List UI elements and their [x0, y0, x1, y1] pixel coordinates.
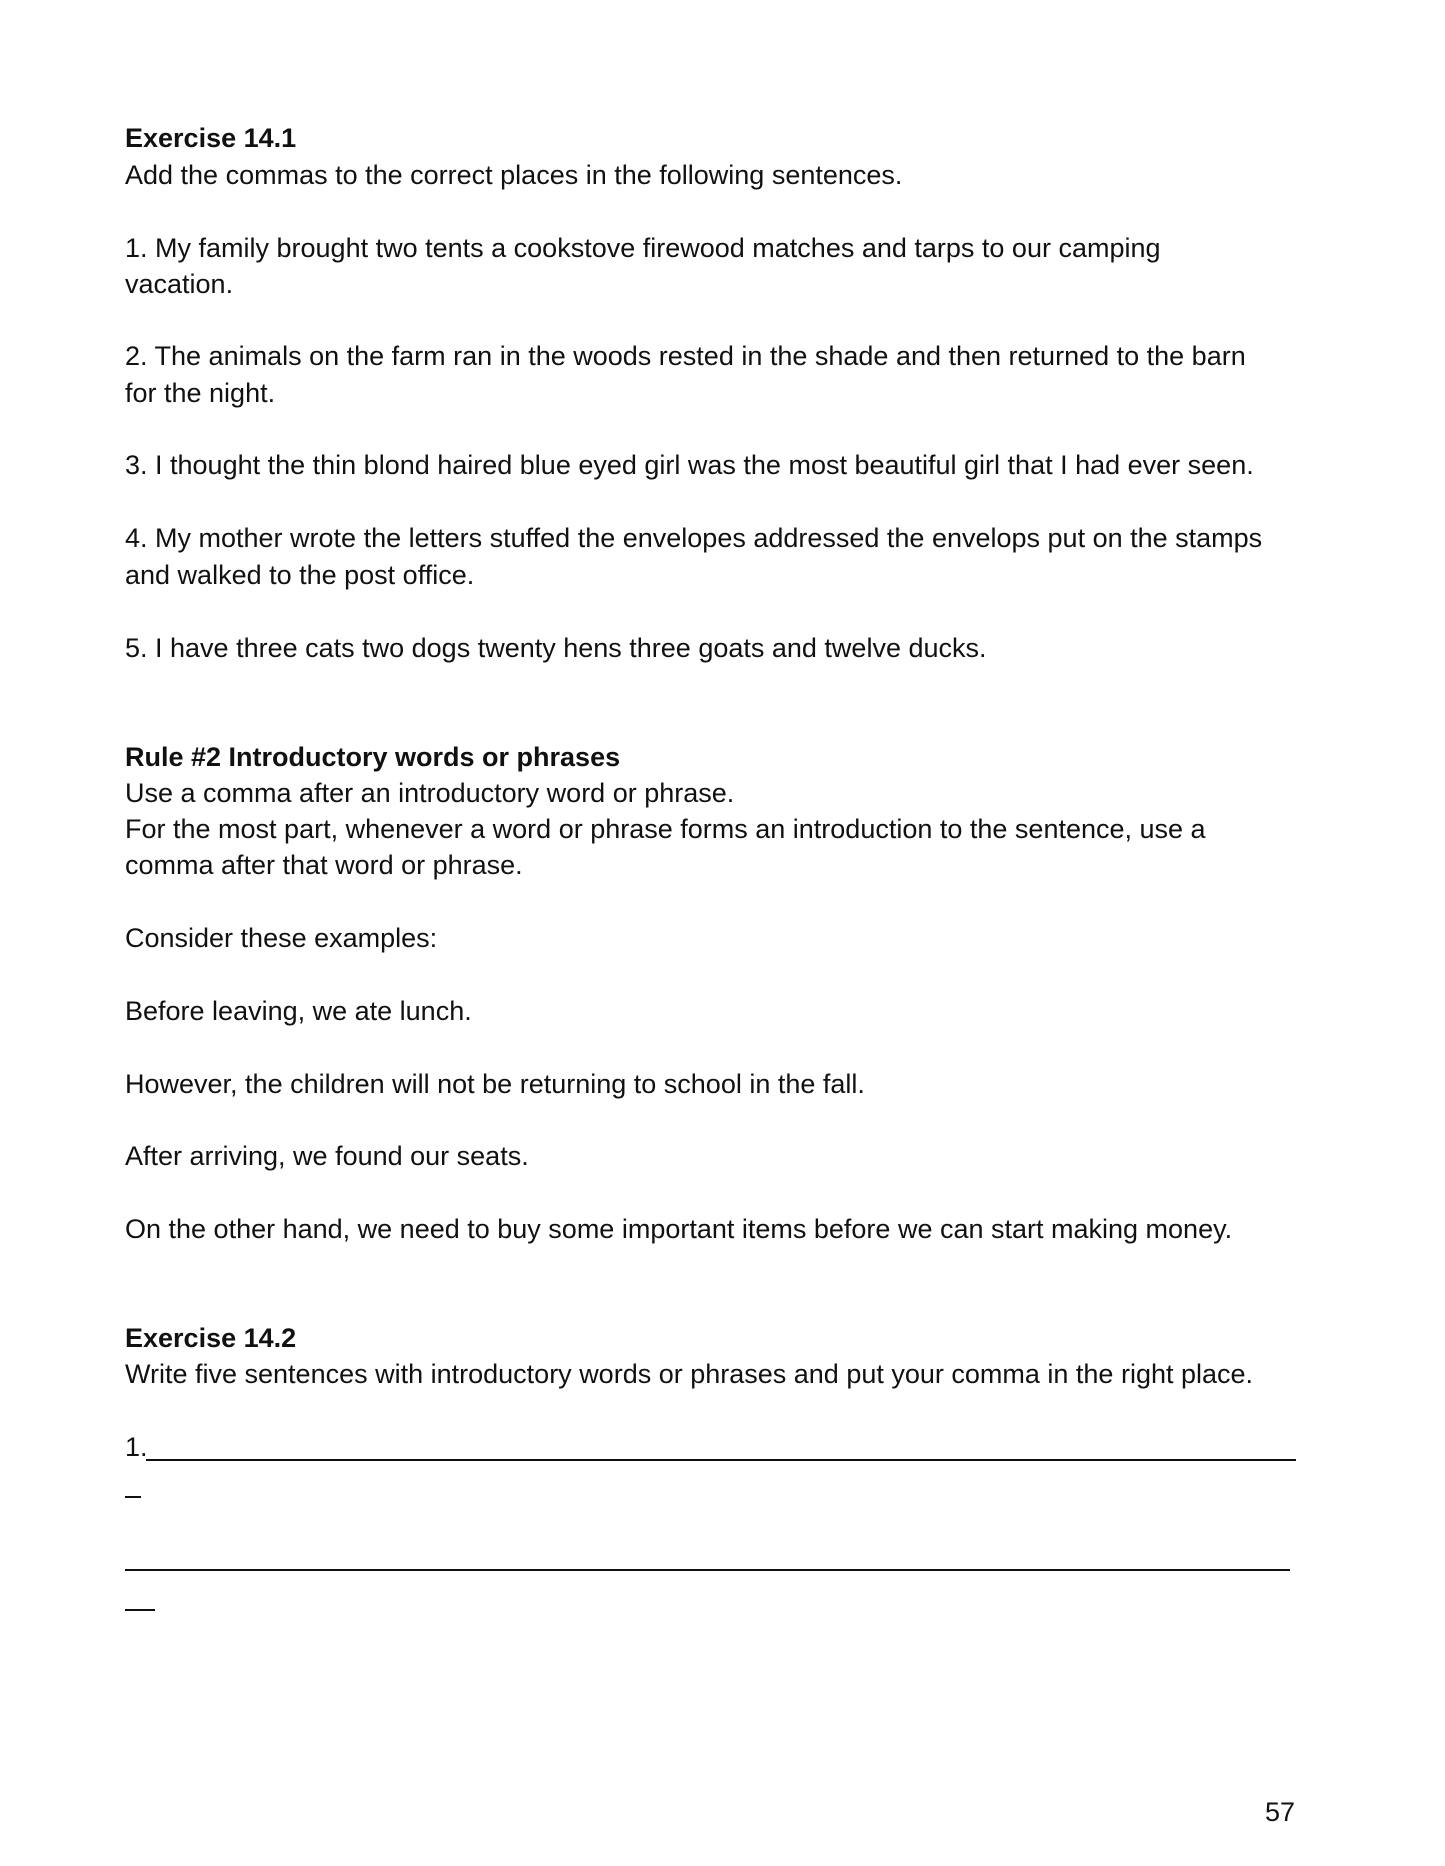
example-1: Before leaving, we ate lunch.: [125, 996, 472, 1026]
exercise-item-4-line-1: 4. My mother wrote the letters stuffed the envelopes addressed the envelops put on the stamps: [125, 523, 1263, 553]
exercise-item-1-line-1: 1. My family brought two tents a cookstove firewood matches and tarps to our camping: [125, 233, 1161, 263]
exercise-14-1-instruction: Add the commas to the correct places in the following sentences.: [125, 160, 903, 190]
answer-line-2[interactable]: [125, 1569, 1290, 1571]
rule-2-line-1: Use a comma after an introductory word or phrase.: [125, 778, 735, 808]
answer-line-1-continuation: [125, 1496, 141, 1498]
example-4: On the other hand, we need to buy some important items before we can start making money.: [125, 1214, 1233, 1244]
exercise-14-2-title: Exercise 14.2: [125, 1323, 297, 1353]
example-3: After arriving, we found our seats.: [125, 1141, 529, 1171]
example-2: However, the children will not be returning to school in the fall.: [125, 1069, 865, 1099]
exercise-14-1-title: Exercise 14.1: [125, 123, 297, 153]
answer-1-label: 1.: [125, 1432, 148, 1462]
examples-intro: Consider these examples:: [125, 923, 438, 953]
answer-line-2-continuation: [125, 1609, 155, 1611]
rule-2-line-2: For the most part, whenever a word or phrase forms an introduction to the sentence, use a: [125, 814, 1206, 844]
exercise-item-4-line-2: and walked to the post office.: [125, 560, 475, 590]
exercise-item-2-line-1: 2. The animals on the farm ran in the woods rested in the shade and then returned to the barn: [125, 341, 1246, 371]
exercise-14-2-instruction: Write five sentences with introductory words or phrases and put your comma in the right place.: [125, 1359, 1254, 1389]
exercise-item-2-line-2: for the night.: [125, 378, 276, 408]
answer-line-1[interactable]: [146, 1459, 1296, 1461]
exercise-item-5: 5. I have three cats two dogs twenty hens three goats and twelve ducks.: [125, 633, 987, 663]
exercise-item-1-line-2: vacation.: [125, 269, 234, 299]
rule-2-title: Rule #2 Introductory words or phrases: [125, 742, 621, 772]
exercise-item-3: 3. I thought the thin blond haired blue eyed girl was the most beautiful girl that I had ever seen.: [125, 450, 1254, 480]
page-number: 57: [1264, 1797, 1295, 1827]
rule-2-line-3: comma after that word or phrase.: [125, 850, 523, 880]
